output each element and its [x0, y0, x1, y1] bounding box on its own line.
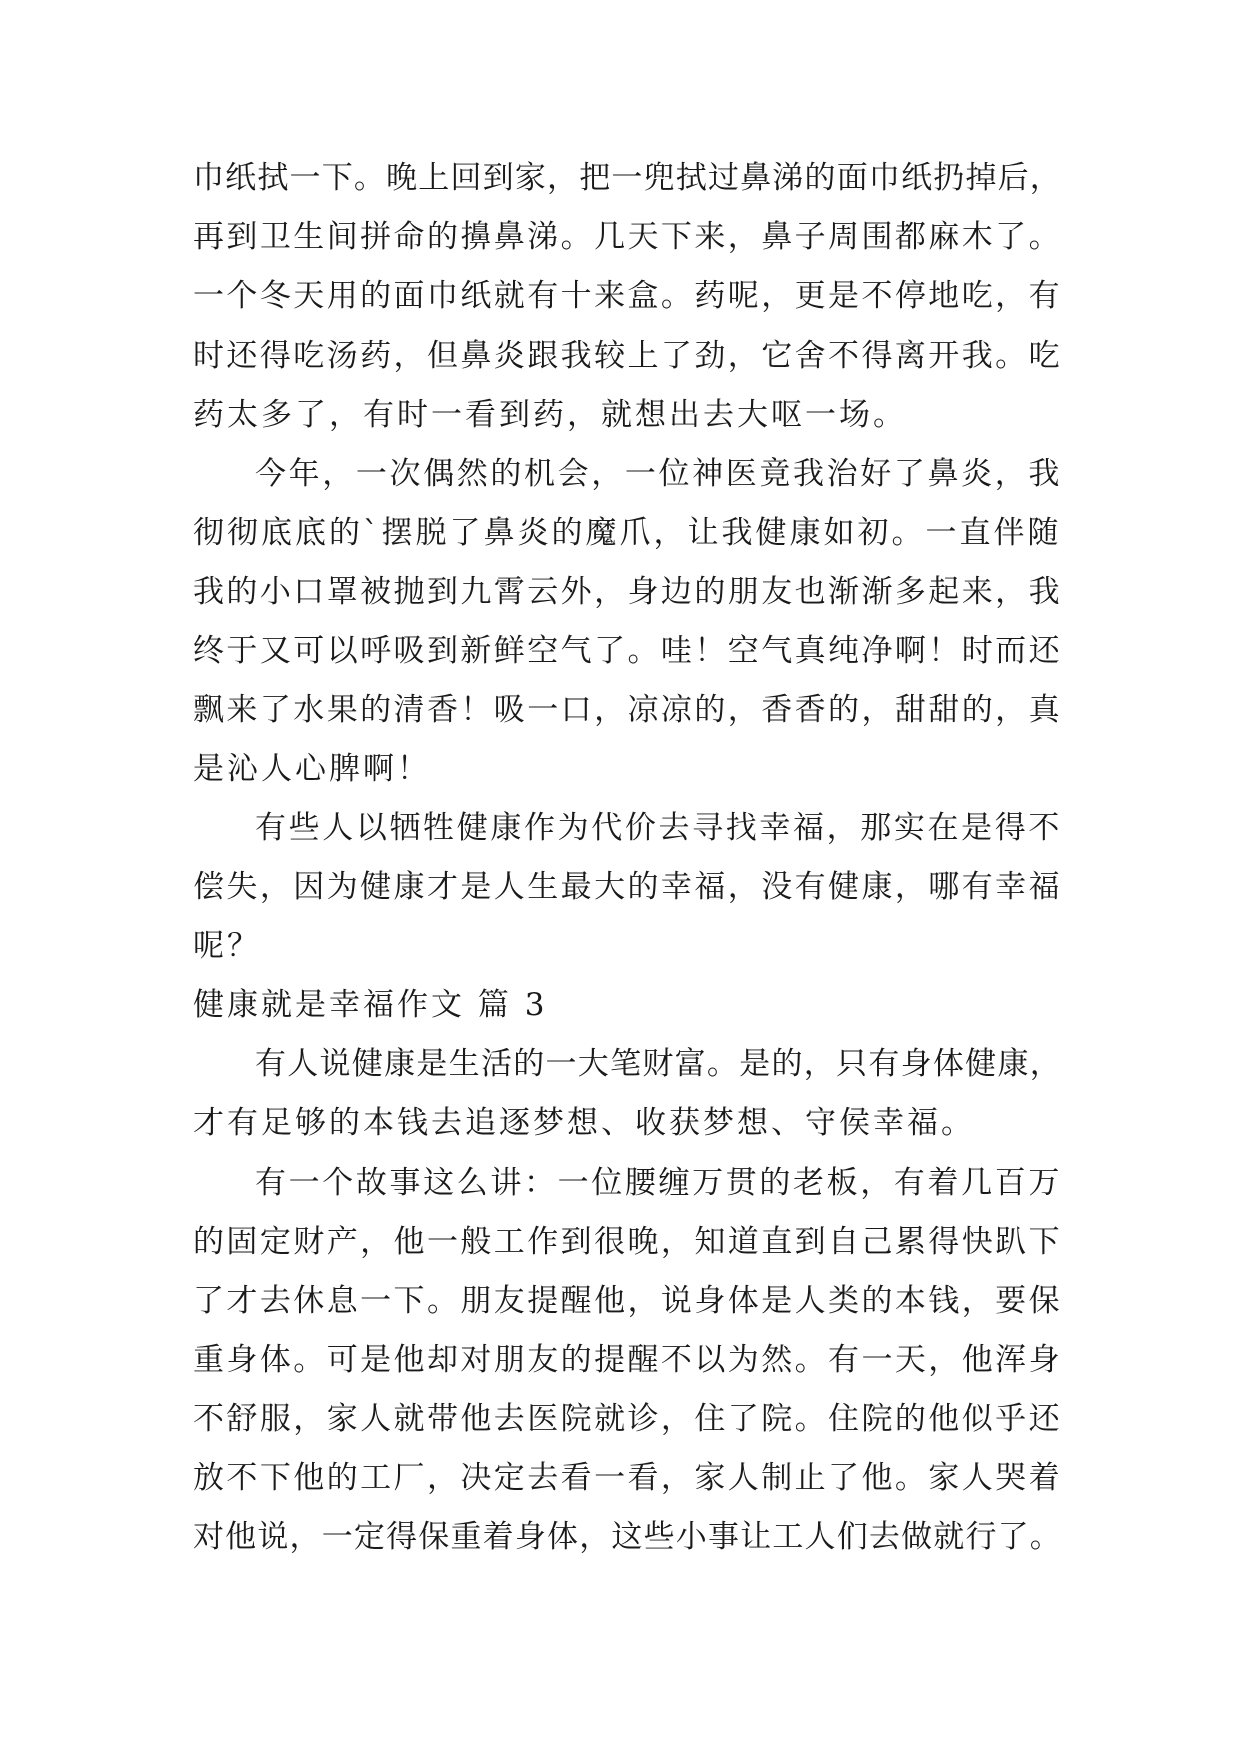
text-line: 再到卫生间拼命的擤鼻涕。几天下来，鼻子周围都麻木了。 — [193, 219, 1062, 255]
text-line: 我的小口罩被抛到九霄云外，身边的朋友也渐渐多起来，我 — [193, 574, 1062, 610]
text-line: 药太多了，有时一看到药，就想出去大呕一场。 — [193, 397, 907, 433]
text-line: 一个冬天用的面巾纸就有十来盒。药呢，更是不停地吃，有 — [193, 278, 1062, 314]
text-line: 了才去休息一下。朋友提醒他，说身体是人类的本钱，要保 — [193, 1283, 1062, 1319]
text-line: 终于又可以呼吸到新鲜空气了。哇！空气真纯净啊！时而还 — [193, 633, 1062, 669]
paragraph-first-line: 有些人以牺牲健康作为代价去寻找幸福，那实在是得不 — [255, 810, 1062, 846]
paragraph-first-line: 有一个故事这么讲：一位腰缠万贯的老板，有着几百万 — [255, 1165, 1062, 1201]
text-line: 的固定财产，他一般工作到很晚，知道直到自己累得快趴下 — [193, 1224, 1062, 1260]
text-line: 放不下他的工厂，决定去看一看，家人制止了他。家人哭着 — [193, 1460, 1062, 1496]
paragraph-first-line: 有人说健康是生活的一大笔财富。是的，只有身体健康， — [255, 1046, 1062, 1082]
text-line: 重身体。可是他却对朋友的提醒不以为然。有一天，他浑身 — [193, 1342, 1062, 1378]
text-line: 是沁人心脾啊！ — [193, 751, 431, 787]
text-line: 不舒服，家人就带他去医院就诊，住了院。住院的他似乎还 — [193, 1401, 1062, 1437]
text-line: 时还得吃汤药，但鼻炎跟我较上了劲，它舍不得离开我。吃 — [193, 338, 1062, 374]
text-line: 飘来了水果的清香！吸一口，凉凉的，香香的，甜甜的，真 — [193, 692, 1062, 728]
paragraph-first-line: 今年，一次偶然的机会，一位神医竟我治好了鼻炎，我 — [255, 456, 1062, 492]
section-heading: 健康就是幸福作文 篇 3 — [193, 987, 548, 1023]
text-line: 才有足够的本钱去追逐梦想、收获梦想、守侯幸福。 — [193, 1105, 975, 1141]
text-line: 巾纸拭一下。晚上回到家，把一兜拭过鼻涕的面巾纸扔掉后， — [193, 160, 1062, 196]
text-line: 彻彻底底的`摆脱了鼻炎的魔爪，让我健康如初。一直伴随 — [193, 515, 1062, 551]
text-line: 对他说，一定得保重着身体，这些小事让工人们去做就行了。 — [193, 1519, 1062, 1555]
text-line: 偿失，因为健康才是人生最大的幸福，没有健康，哪有幸福 — [193, 869, 1062, 905]
text-line: 呢？ — [193, 928, 261, 964]
